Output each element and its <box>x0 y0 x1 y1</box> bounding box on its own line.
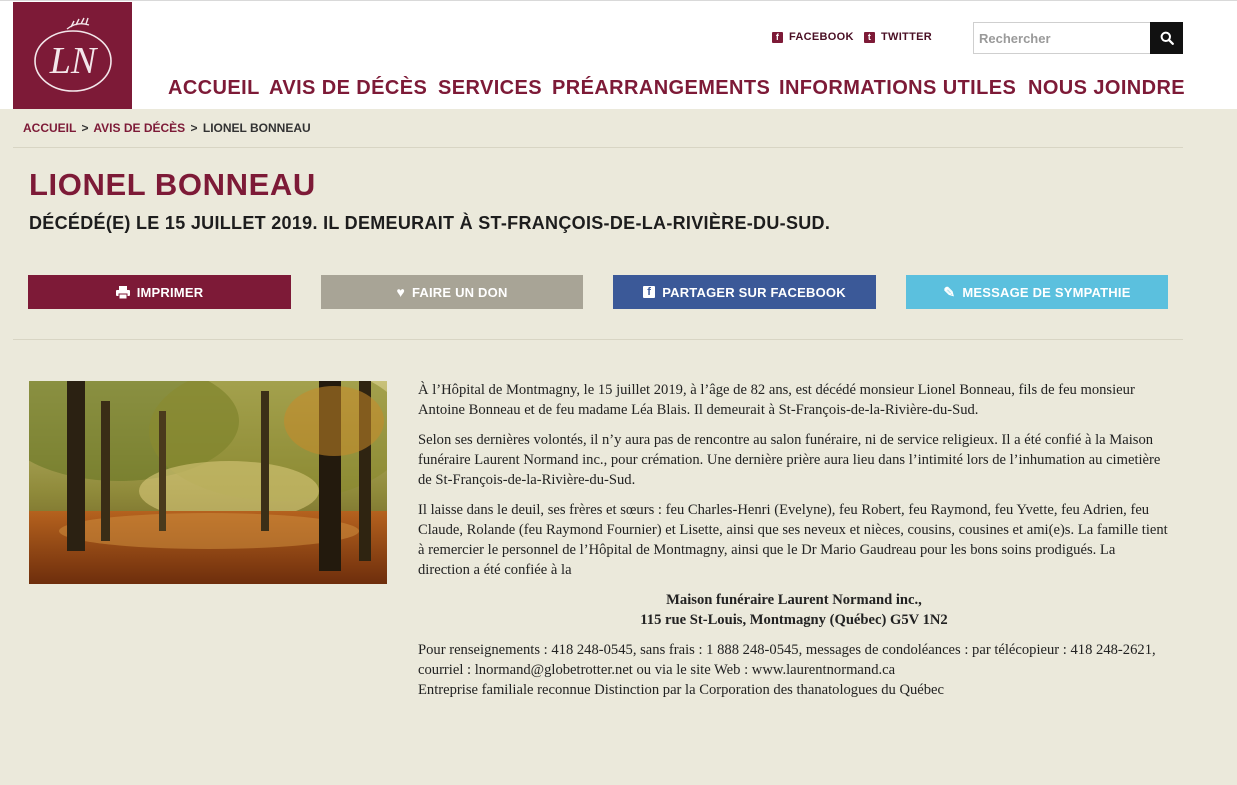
autumn-forest-image <box>29 381 387 584</box>
print-label: IMPRIMER <box>136 284 204 300</box>
nav-services[interactable]: SERVICES <box>438 77 542 99</box>
sympathy-label: MESSAGE DE SYMPATHIE <box>962 284 1131 300</box>
search-button[interactable] <box>1150 22 1183 54</box>
breadcrumb-home[interactable]: ACCUEIL <box>23 121 77 135</box>
search-icon <box>1160 31 1174 45</box>
logo-text: LN <box>49 39 96 82</box>
nav-prearrangements[interactable]: PRÉARRANGEMENTS <box>552 77 771 99</box>
heart-icon: ♥ <box>396 284 405 300</box>
nav-nous-joindre[interactable]: NOUS JOINDRE <box>1028 77 1186 99</box>
page-title: LIONEL BONNEAU <box>29 167 316 202</box>
facebook-icon: f <box>643 286 655 298</box>
twitter-label: TWITTER <box>881 31 932 43</box>
obituary-text <box>418 380 1170 700</box>
breadcrumb <box>23 121 311 135</box>
notice-photo <box>29 381 387 584</box>
divider <box>13 339 1183 340</box>
obituary-paragraph-3: Il laisse dans le deuil, ses frères et sœurs : feu Charles-Henri (Evelyne), feu Robert, feu Raymond, feu Yvette, feu Adrien, feu Claude, Rolande (feu Raymond Fournier) et Lisette, ainsi que ses neveux et nièces, cousins, cousines et ami(e)s. La famille tient à remercier le personnel de l’Hôpital de Montmagny, ainsi que le Dr Mario Gaudreau pour les bons soins prodigués. La direction a été confiée à la <box>418 502 1168 578</box>
obituary-paragraph-2: Selon ses dernières volontés, il n’y aura pas de rencontre au salon funéraire, ni de service religieux. Il a été confié à la Maison funéraire Laurent Normand inc., pour crémation. Une dernière prière aura lieu dans l’intimité lors de l’inhumation au cimetière de St-François-de-la-Rivière-du-Sud. <box>418 432 1161 488</box>
main-content <box>0 109 1237 785</box>
breadcrumb-separator: > <box>190 121 198 135</box>
donate-label: FAIRE UN DON <box>411 284 508 300</box>
breadcrumb-separator: > <box>81 121 89 135</box>
nav-avis-de-deces[interactable]: AVIS DE DÉCÈS <box>269 77 428 99</box>
facebook-link[interactable] <box>772 31 854 43</box>
sympathy-message-button[interactable] <box>906 275 1168 309</box>
funeral-home-address: 115 rue St-Louis, Montmagny (Québec) G5V 1N2 <box>640 612 948 628</box>
facebook-label: FACEBOOK <box>789 31 854 43</box>
facebook-icon: f <box>772 32 783 43</box>
search-input[interactable] <box>973 22 1150 54</box>
search-form <box>973 22 1183 54</box>
obituary-paragraph-1: À l’Hôpital de Montmagny, le 15 juillet 2019, à l’âge de 82 ans, est décédé monsieur Lionel Bonneau, fils de feu monsieur Antoine Bonneau et de feu madame Léa Blais. Il demeurait à St-François-de-la-Rivière-du-Sud. <box>418 382 1135 418</box>
company-distinction: Entreprise familiale reconnue Distinction par la Corporation des thanatologues du Québec <box>418 682 945 698</box>
main-nav <box>0 77 1237 103</box>
share-label: PARTAGER SUR FACEBOOK <box>662 284 846 300</box>
site-header <box>0 0 1237 109</box>
share-facebook-button[interactable] <box>613 275 876 309</box>
breadcrumb-current: LIONEL BONNEAU <box>202 121 311 135</box>
nav-informations-utiles[interactable]: INFORMATIONS UTILES <box>779 77 1017 99</box>
death-notice-subtitle: DÉCÉDÉ(E) LE 15 JUILLET 2019. IL DEMEURAIT À ST-FRANÇOIS-DE-LA-RIVIÈRE-DU-SUD. <box>29 213 831 233</box>
print-button[interactable] <box>28 275 291 309</box>
divider <box>13 147 1183 148</box>
printer-icon <box>116 286 130 299</box>
twitter-link[interactable] <box>864 31 932 43</box>
donate-button[interactable] <box>321 275 583 309</box>
funeral-home-name: Maison funéraire Laurent Normand inc., <box>666 592 922 608</box>
twitter-icon: t <box>864 32 875 43</box>
contact-info: Pour renseignements : 418 248-0545, sans frais : 1 888 248-0545, messages de condoléances : par télécopieur : 418 248-2621, courriel : lnormand@globetrotter.net ou via le site Web : www.laurentnormand.ca <box>418 642 1156 678</box>
breadcrumb-section[interactable]: AVIS DE DÉCÈS <box>93 121 186 135</box>
pencil-icon: ✎ <box>943 284 956 300</box>
nav-accueil[interactable]: ACCUEIL <box>168 77 260 99</box>
